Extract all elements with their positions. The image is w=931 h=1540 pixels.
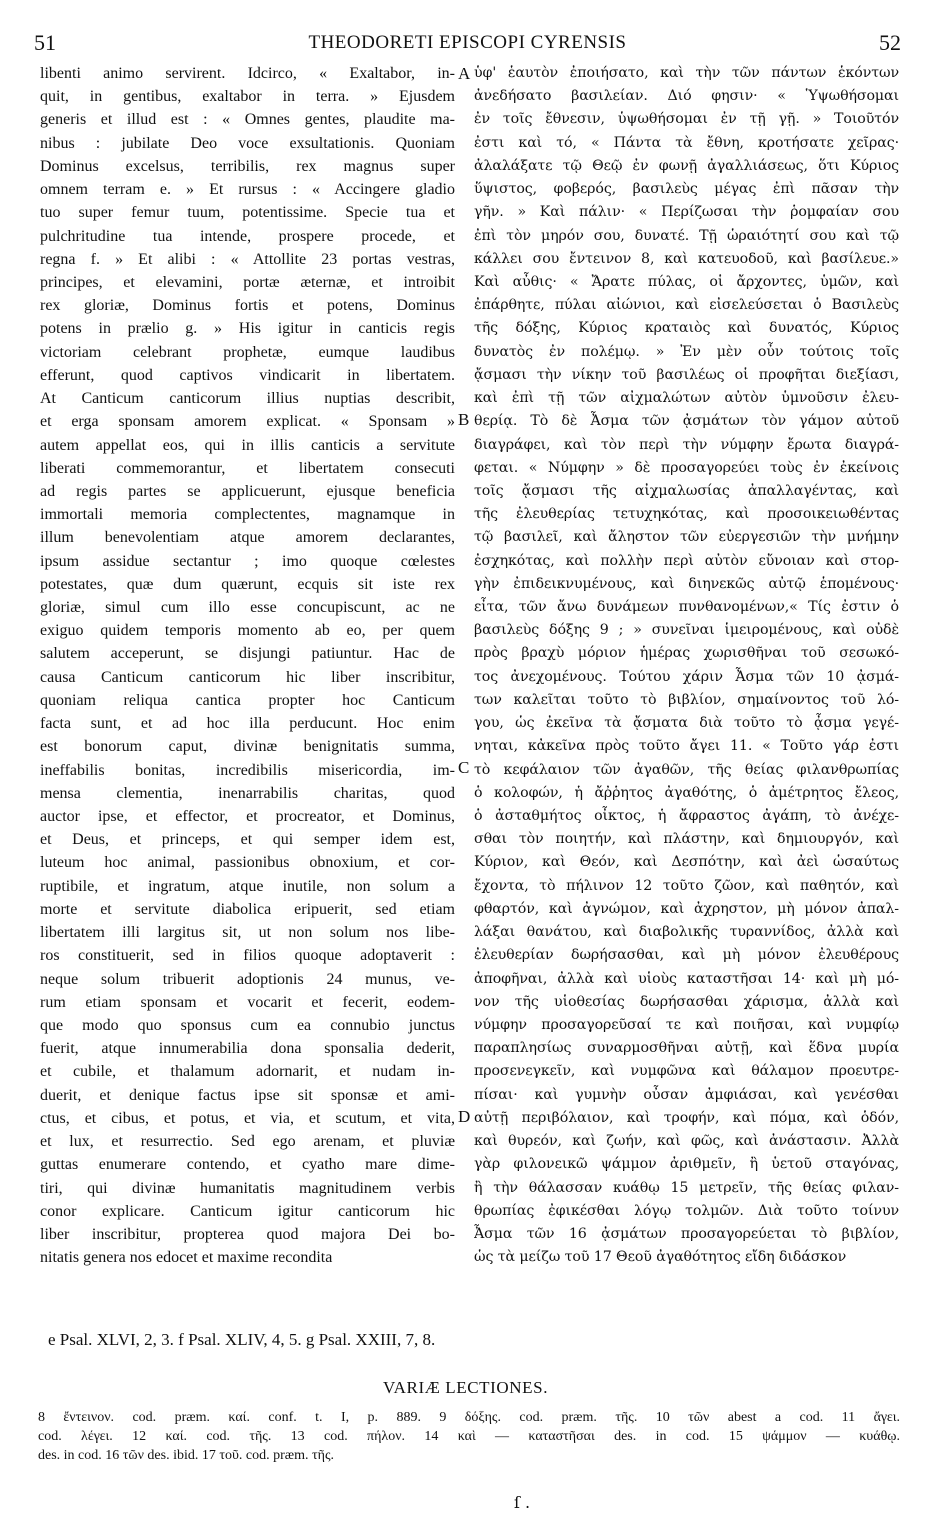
latin-text-line: At Canticum canticorum illius nuptias describit, — [40, 390, 455, 408]
variant-reading-line: 8 ἔντεινον. cod. præm. καί. conf. t. I, p. 889. 9 δόξης. cod. præm. τῆς. 10 τῶν abest a cod. 11 ἄγει. — [38, 1410, 900, 1425]
greek-text-line: ὡς τὰ μείζω τοῦ 17 Θεοῦ ἀγαθότητος εἴδη διδάσκον — [474, 1249, 847, 1266]
latin-text-line: morte et servitute diabolica eripuerit, sed etiam — [40, 900, 455, 918]
greek-text-line: ἀποφῆναι, ἀλλὰ καὶ υἱοὺς καταστῆσαι 14· καὶ μὴ μό- — [474, 970, 899, 987]
latin-text-line: ipsum assidue sectantur ; imo quoque cœlestes — [40, 552, 455, 570]
greek-text-line: ὁ ἀσταθμήτος οἶκτος, ἡ ἄφραστος ἀγάπη, τὸ ἀνέχε- — [474, 808, 899, 824]
greek-text-line: Καὶ αὖθις· « Ἄρατε πύλας, οἱ ἄρχοντες, ὑμῶν, καὶ — [474, 273, 899, 290]
latin-text-line: ad regis partes se applicuerunt, ejusque beneficia — [40, 482, 455, 500]
latin-text-line: ctus, et cibus, et potus, et via, et scutum, et vita, — [40, 1109, 455, 1127]
greek-text-line: φθαρτόν, καὶ ἀγνώμον, καὶ ἀχρηστον, μὴ μόνον ἀπαλ- — [474, 900, 899, 917]
greek-text-line: Κύριον, καὶ Θεόν, καὶ Δεσπότην, καὶ ἀεὶ ὡσαύτως — [474, 854, 899, 871]
latin-text-line: libenti animo servirent. Idcirco, « Exaltabor, in- — [40, 65, 455, 82]
variant-reading-line: des. in cod. 16 τῶν des. ibid. 17 τοῦ. cod. præm. τῆς. — [38, 1448, 335, 1463]
greek-text-line: Ἆσμα τῶν 16 ᾀσμάτων προσαγορεύεται τὸ βιβλίον, — [474, 1225, 899, 1242]
latin-text-line: quit, in gentibus, exaltabor in terra. » Ejusdem — [40, 88, 455, 106]
latin-text-line: guttas enumerare contendo, et cyatho mare dime- — [40, 1156, 455, 1174]
greek-text-line: εἶτα, τῶν ἄνω δυνάμεων πυνθανομένων,« Τίς ἐστιν ὁ — [474, 599, 899, 616]
greek-text-line: αὐτῇ περιβόλαιον, καὶ τροφήν, καὶ πόμα, καὶ ὁδόν, — [474, 1109, 899, 1126]
latin-text-line: est bonorum caput, divinæ benignitatis summa, — [40, 738, 455, 756]
greek-text-line: τὸ κεφάλαιον τῶν ἀγαθῶν, τῆς θείας φιλανθρωπίας — [474, 761, 899, 778]
greek-text-line: λάξαι θανάτου, καὶ διαβολικῆς τυραννίδος, ἀλλὰ καὶ — [474, 924, 899, 941]
greek-text-line: γὰρ φιλονεικῶ ψάμμον ἀριθμεῖν, ἢ ὑετοῦ σταγόνας, — [474, 1156, 899, 1173]
latin-text-line: exiguo quidem temporis momento ab eo, per quem — [40, 622, 455, 640]
latin-text-line: neque solum tribuerit adoptionis 24 munus, ve- — [40, 970, 455, 988]
greek-text-line: γῆν. » Καὶ πάλιν· « Περίζωσαι τὴν ῥομφαίαν σου — [474, 204, 899, 221]
greek-text-line: διαγράφει, καὶ τὸν περὶ τὴν νύμφην ἔρωτα διαγρά- — [474, 436, 899, 453]
greek-text-line: ἀλαλάξατε τῷ Θεῷ ἐν φωνῇ ἀγαλλιάσεως, ὅτι Κύριος — [474, 157, 899, 174]
page-header — [34, 30, 901, 58]
latin-text-line: omnem terram e. » Et rursus : « Accingere gladio — [40, 181, 455, 199]
latin-text-line: conor explicare. Canticum igitur canticorum hic — [40, 1202, 455, 1220]
latin-text-line: nibus : jubilate Deo voce exsultationis. Quoniam — [40, 134, 455, 152]
latin-text-line: nitatis genera nos edocet et maxime recondita — [40, 1249, 333, 1267]
latin-column — [40, 62, 455, 1307]
latin-text-line: liber inscribitur, propterea quod majora Dei bo- — [40, 1225, 455, 1243]
latin-text-line: pulchritudine tua intende, prospere procede, et — [40, 227, 455, 245]
greek-text-line: ᾄσμασι τὴν νίκην τοῦ βασιλέως οἱ προφῆται διεξίασι, — [474, 366, 899, 383]
variant-reading-line: cod. λέγει. 12 καί. cod. τῆς. 13 cod. πήλον. 14 καὶ — καταστῆσαι des. in cod. 15 ψάμμον — κυάθῳ. — [38, 1429, 900, 1444]
greek-text-line: δυνατὸς ἐν πολέμῳ. » Ἐν μὲν οὖν τούτοις τοῖς — [474, 343, 899, 360]
latin-text-line: et Deus, et princeps, et qui semper idem est, — [40, 831, 455, 849]
greek-text-line: ὕψιστος, φοβερός, βασιλεὺς μέγας ἐπὶ πᾶσαν τὴν — [474, 181, 899, 198]
greek-text-line: νον τῆς υἱοθεσίας δωρήσασθαι χάρισμα, ἀλλὰ καὶ — [474, 993, 899, 1010]
latin-text-line: immortali memoria complectentes, magnamque in — [40, 506, 455, 524]
latin-text-line: generis et illud est : « Omnes gentes, plaudite ma- — [40, 111, 455, 129]
greek-text-line: τῆς δόξης, Κύριος κραταιὸς καὶ δυνατός, Κύριος — [474, 320, 899, 337]
latin-text-line: et lux, et resurrectio. Sed ego arenam, et pluviæ — [40, 1133, 455, 1151]
latin-text-line: ros constituerit, sed in filios quoque adoptaverit : — [40, 947, 455, 965]
greek-text-line: τῷ βασιλεῖ, καὶ ἄληστον τῶν εὐεργεσιῶν τὴν μνήμην — [474, 529, 899, 546]
greek-text-line: ἐν τοῖς ἔθνεσιν, ὑψωθήσομαι ἐν τῇ γῇ. » Τοιοῦτόν — [474, 111, 899, 128]
latin-text-line: rum etiam sponsam et vocarit et fecerit, eodem- — [40, 993, 455, 1011]
greek-text-line: ἐσχηκότας, καὶ πολλὴν περὶ αὐτὸν εὔνοιαν καὶ στορ- — [474, 552, 899, 569]
page-number-right: 52 — [879, 30, 901, 55]
latin-text-line: libertatem illi largitus sit, ut non solum nos libe- — [40, 924, 455, 942]
latin-text-line: que modo quo sponsus cum ea connubio junctus — [40, 1016, 455, 1034]
greek-text-line: καὶ ἐπὶ τῇ τῶν αἰχμαλώτων αὐτὸν ὑμνοῦσιν ἐλευ- — [474, 390, 899, 407]
greek-text-line: ἐπάρθητε, πύλαι αἰώνιοι, καὶ εἰσελεύσεται ὁ Βασιλεὺς — [474, 297, 899, 314]
latin-text-line: causa Canticum canticorum hic liber inscribitur, — [40, 668, 455, 686]
latin-text-line: et cubile, et thalamum adornarit, et nudam in- — [40, 1063, 455, 1081]
greek-text-line: ἢ τὴν θάλασσαν κυάθῳ 15 μετρεῖν, τῆς θείας φιλαν- — [474, 1179, 899, 1196]
latin-text-line: liberati commemorantur, et libertatem consecuti — [40, 459, 455, 477]
greek-text-line: ἐπὶ τὸν μηρόν σου, δυνατέ. Τῇ ὡραιότητί σου καὶ τῷ — [474, 227, 899, 244]
greek-text-line: τος ἀνεχομένους. Τούτου χάριν Ἆσμα τῶν 10 ᾀσμά- — [474, 668, 899, 685]
latin-text-line: salutem acceperunt, se disjungi patiuntur. Hac de — [40, 645, 455, 663]
greek-text-line: κάλλει σου ἔντεινον 8, καὶ κατευοδοῦ, καὶ βασίλευε.» — [474, 250, 899, 267]
greek-text-line: ἔχοντα, τὸ πήλινον 12 τοῦτο ζῶον, καὶ παθητόν, καὶ — [474, 877, 899, 894]
greek-text-line: προσενεγκεῖν, καὶ νυμφῶνα καὶ θάλαμον προευτρε- — [474, 1063, 899, 1080]
latin-text-line: autem appellat eos, qui in illis canticis a servitute — [40, 436, 455, 454]
greek-text-line: γου, ὡς ἐκεῖνα τὰ ᾄσματα διὰ τοῦτο τὸ ᾆσμα γεγέ- — [474, 715, 899, 732]
margin-letter-a: A — [458, 64, 471, 83]
latin-text-line: gloriæ, simul cum illo esse concupiscunt, ac ne — [40, 599, 455, 617]
latin-text-line: mensa clementia, inenarrabilis charitas, quod — [40, 784, 455, 802]
greek-text-line: ἐλευθερίαν δωρήσασθαι, καὶ μὴ μόνον ἐλευθέρους — [474, 947, 899, 964]
greek-text-line: των καλεῖται τοῦτο τὸ βιβλίον, σημαίνοντος τοῦ λό- — [474, 691, 899, 708]
latin-text-line: ineffabilis bonitas, incredibilis misericordia, im- — [40, 761, 455, 779]
latin-text-line: luteum hoc animal, passionibus obnoxium, et cor- — [40, 854, 455, 872]
greek-text-line: σθαι τὸν ποιητήν, καὶ πλάστην, καὶ δημιουργόν, καὶ — [474, 831, 899, 848]
greek-text-line: τοῖς ᾄσμασι τῆς αἰχμαλωσίας ἀπαλλαγέντας, καὶ — [474, 482, 899, 499]
page-number-left: 51 — [34, 30, 56, 55]
printer-smudge: ſ . — [514, 1493, 531, 1512]
latin-text-line: illum benevolentiam atque amorem declarantes, — [40, 529, 455, 547]
running-head: THEODORETI EPISCOPI CYRENSIS — [308, 32, 627, 53]
greek-text-line: νηται, κἀκεῖνα πρὸς τοῦτο ἄγει 11. « Τοῦτο γάρ ἐστι — [474, 738, 899, 755]
latin-text-line: et erga sponsam amorem explicat. « Sponsam » — [40, 413, 455, 431]
greek-text-line: παραπλησίως συναρμοσθῆναι αὐτῇ, καὶ ἕδνα μυρία — [474, 1040, 899, 1057]
latin-text-line: quoniam reliqua cantica propter hoc Canticum — [40, 691, 455, 709]
greek-text-line: ἐστι καὶ τό, « Πάντα τὰ ἔθνη, κροτήσατε χεῖρας· — [474, 134, 899, 151]
greek-text-line: ὑφ' ἑαυτὸν ἐποιήσατο, καὶ τὴν τῶν πάντων ἑκόντων — [474, 65, 899, 81]
variae-lectiones-title: VARIÆ LECTIONES. — [382, 1378, 549, 1397]
latin-text-line: duerit, et denique factus ipse sit sponsæ et ami- — [40, 1086, 455, 1104]
latin-text-line: facta sunt, et ad hoc illa perducunt. Hoc enim — [40, 715, 455, 733]
margin-letter-d: D — [458, 1107, 471, 1126]
latin-text-line: regna f. » Et alibi : « Attollite 23 portas vestras, — [40, 250, 455, 268]
latin-text-line: ruptibile, et ingratum, atque inutile, non solum a — [40, 877, 455, 895]
greek-text-line: τῆς ἐλευθερίας τετυχηκότας, καὶ προσοικειωθέντας — [474, 506, 899, 523]
greek-text-line: καὶ θυρεόν, καὶ ζωήν, καὶ φῶς, καὶ ἀνάστασιν. Ἀλλὰ — [474, 1133, 899, 1150]
greek-text-line: γὴν ἐπιδεικνυμένους, καὶ διηνεκῶς αὐτῷ ἑπομένους· — [474, 575, 899, 592]
greek-text-line: πρὸς βραχὺ μόριον ἡμέρας χωρισθῆναι τοῦ σεσωκό- — [474, 645, 899, 662]
greek-text-line: ἀνεδήσατο βασιλείαν. Διό φησιν· « Ὑψωθήσομαι — [474, 88, 899, 105]
greek-text-line: θερίᾳ. Τὸ δὲ Ἆσμα τῶν ᾀσμάτων τὸν γάμον αὐτοῦ — [474, 413, 899, 430]
greek-text-line: ὁ κολοφών, ἡ ἄῤῥητος ἀγαθότης, ὁ ἀμέτρητος ἔλεος, — [474, 784, 899, 801]
greek-text-line: φεται. « Νύμφην » δὲ προσαγορεύει τοὺς ἐν ἐκείνοις — [474, 459, 899, 476]
margin-letter-c: C — [458, 758, 470, 777]
latin-text-line: victoriam celebrant prophetæ, eumque laudibus — [40, 343, 455, 361]
latin-text-line: tiri, qui divinæ humanitatis magnitudinem verbis — [40, 1179, 455, 1197]
latin-text-line: potens in prælio g. » His igitur in canticis regis — [40, 320, 455, 338]
variae-lectiones — [38, 1408, 900, 1465]
greek-text-line: θρωπίας ἐφικέσθαι λόγῳ τολμῶν. Διὰ τοῦτο τοίνυν — [474, 1202, 899, 1219]
latin-text-line: Dominus excelsus, terribilis, rex magnus super — [40, 157, 455, 175]
latin-text-line: fuerit, atque innumerabilia dona sponsalia dederit, — [40, 1040, 455, 1058]
latin-text-line: tuo super femur tuum, potentissime. Specie tua et — [40, 204, 455, 222]
latin-text-line: efferunt, quod captivos vindicarit in libertatem. — [40, 366, 455, 384]
greek-column — [474, 62, 899, 1307]
greek-text-line: νύμφην προσαγορεῦσαί τε καὶ ποιῆσαι, καὶ νυμφίῳ — [474, 1016, 899, 1033]
greek-text-line: πίσαι· καὶ γυμνὴν οὖσαν ἀμφιάσαι, καὶ γενέσθαι — [474, 1086, 899, 1103]
latin-text-line: potestates, quæ dum quærunt, ecquis sit iste rex — [40, 575, 455, 593]
footnotes: e Psal. XLVI, 2, 3. f Psal. XLIV, 4, 5. g Psal. XXIII, 7, 8. — [48, 1330, 436, 1349]
latin-text-line: principes, et elevamini, portæ æternæ, et introibit — [40, 273, 455, 291]
margin-letter-b: B — [458, 410, 470, 429]
latin-text-line: auctor ipse, et effector, et procreator, et Dominus, — [40, 808, 455, 825]
latin-text-line: rex gloriæ, Dominus fortis et potens, Dominus — [40, 297, 455, 315]
greek-text-line: βασιλεὺς δόξης 9 ; » συνεῖναι ἱμειρομένους, καὶ οὐδὲ — [474, 622, 899, 639]
